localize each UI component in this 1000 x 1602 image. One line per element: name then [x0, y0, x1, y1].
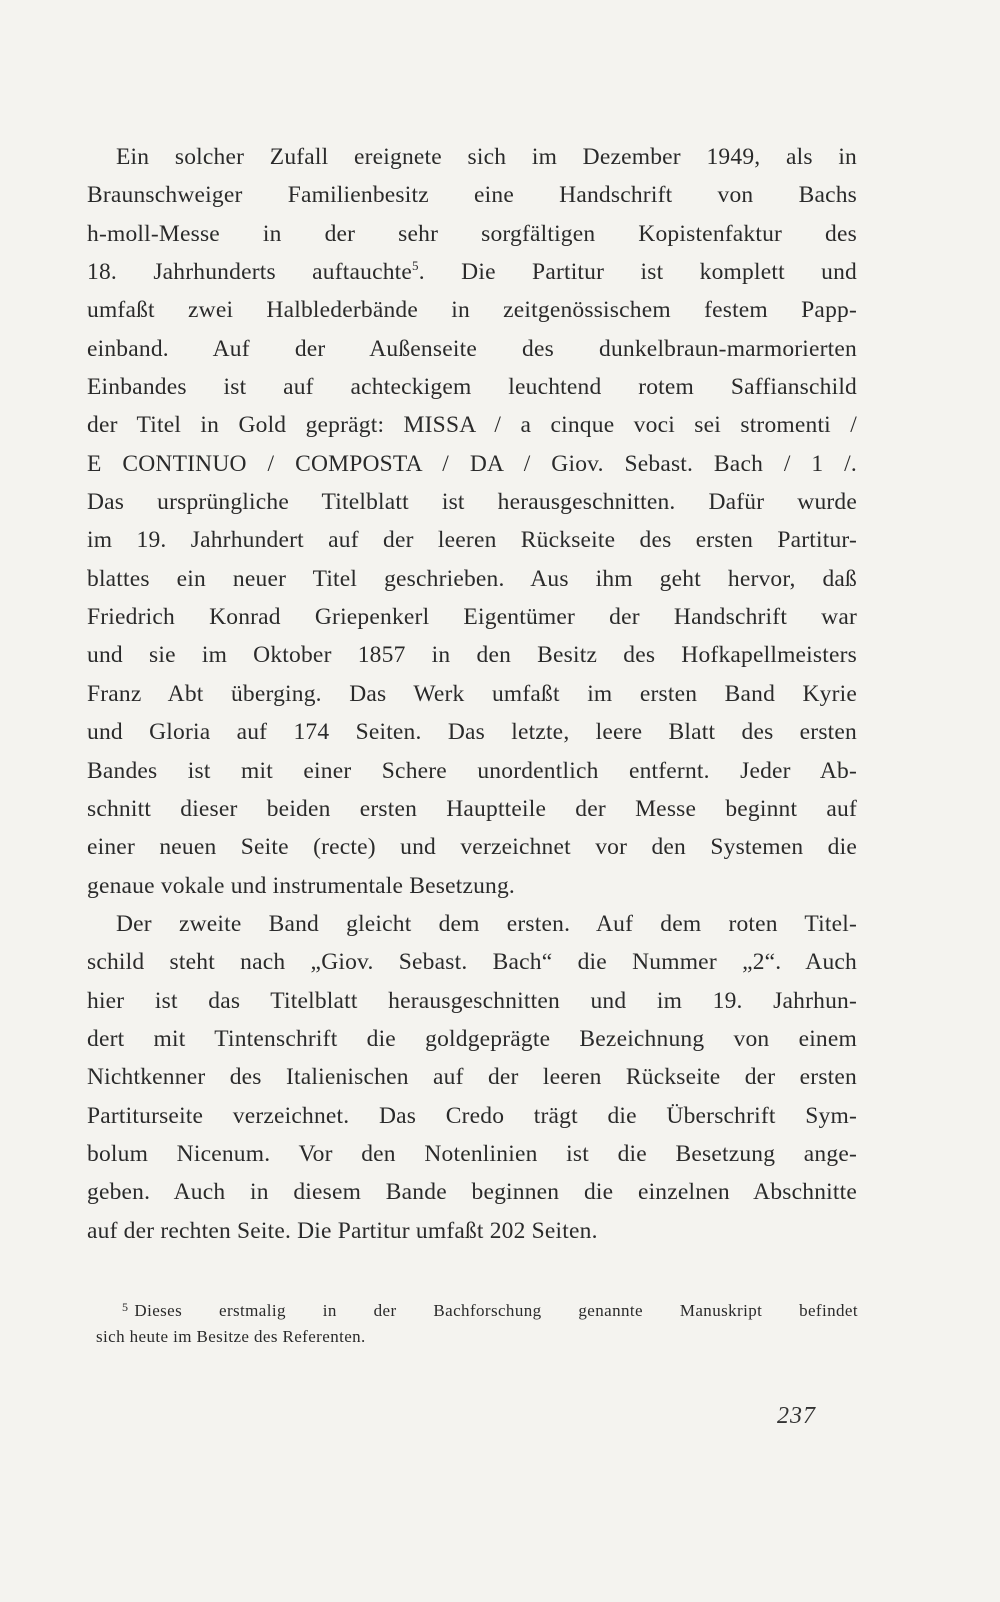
text-line: Einbandes ist auf achteckigem leuchtend rotem Saffianschild	[87, 374, 857, 401]
footnote	[96, 1292, 858, 1352]
text-line: Ein solcher Zufall ereignete sich im Dezember 1949, als in	[116, 144, 857, 170]
text-line: Friedrich Konrad Griepenkerl Eigentümer der Handschrift war	[87, 604, 857, 631]
text-line: genaue vokale und instrumentale Besetzung.	[87, 872, 516, 899]
text-line: blattes ein neuer Titel geschrieben. Aus ihm geht hervor, daß	[87, 565, 857, 592]
text-line: und Gloria auf 174 Seiten. Das letzte, leere Blatt des ersten	[87, 719, 857, 746]
text-line: Das ursprüngliche Titelblatt ist herausgeschnitten. Dafür wurde	[87, 489, 857, 516]
text-line: hier ist das Titelblatt herausgeschnitten und im 19. Jahrhun-	[87, 987, 857, 1014]
text-line: schnitt dieser beiden ersten Hauptteile der Messe beginnt auf	[87, 795, 857, 822]
text-line: Franz Abt überging. Das Werk umfaßt im ersten Band Kyrie	[87, 680, 857, 707]
text-line: dert mit Tintenschrift die goldgeprägte Bezeichnung von einem	[87, 1025, 857, 1052]
text-line: im 19. Jahrhundert auf der leeren Rückseite des ersten Partitur-	[87, 527, 857, 554]
text-line: der Titel in Gold geprägt: MISSA / a cinque voci sei stromenti /	[87, 412, 857, 439]
text-line: Partiturseite verzeichnet. Das Credo trägt die Überschrift Sym-	[87, 1102, 857, 1129]
text-line: E CONTINUO / COMPOSTA / DA / Giov. Sebast. Bach / 1 /.	[87, 450, 857, 477]
text-line: Braunschweiger Familienbesitz eine Handschrift von Bachs	[87, 182, 857, 209]
text-line: bolum Nicenum. Vor den Notenlinien ist die Besetzung ange-	[87, 1140, 857, 1167]
text-line: h-moll-Messe in der sehr sorgfältigen Kopistenfaktur des	[87, 220, 857, 247]
text-line: umfaßt zwei Halblederbände in zeitgenössischem festem Papp-	[87, 297, 857, 324]
footnote-reference: 5	[412, 258, 419, 274]
page-number: 237	[777, 1403, 816, 1429]
text-fragment: . Die Partitur ist komplett und	[418, 259, 857, 286]
text-line: und sie im Oktober 1857 in den Besitz des Hofkapellmeisters	[87, 642, 857, 669]
footnote-line	[96, 1292, 858, 1322]
text-fragment: 18. Jahrhunderts auftauchte	[87, 259, 413, 286]
text-line	[87, 253, 857, 291]
text-line: Der zweite Band gleicht dem ersten. Auf dem roten Titel-	[116, 910, 857, 937]
text-line: auf der rechten Seite. Die Partitur umfaßt 202 Seiten.	[87, 1217, 598, 1244]
text-line: Nichtkenner des Italienischen auf der leeren Rückseite der ersten	[87, 1064, 857, 1091]
footnote-text: Dieses erstmalig in der Bachforschung genannte Manuskript befindet	[134, 1301, 858, 1320]
footnote-line: sich heute im Besitze des Referenten.	[96, 1327, 366, 1346]
main-text	[87, 138, 857, 1250]
text-line: einband. Auf der Außenseite des dunkelbraun-marmorierten	[87, 335, 857, 362]
text-line: geben. Auch in diesem Bande beginnen die einzelnen Abschnitte	[87, 1179, 857, 1206]
text-line: Bandes ist mit einer Schere unordentlich entfernt. Jeder Ab-	[87, 757, 857, 784]
text-line: einer neuen Seite (recte) und verzeichnet vor den Systemen die	[87, 834, 857, 861]
text-line: schild steht nach „Giov. Sebast. Bach“ die Nummer „2“. Auch	[87, 949, 857, 976]
footnote-mark: 5	[122, 1300, 129, 1314]
